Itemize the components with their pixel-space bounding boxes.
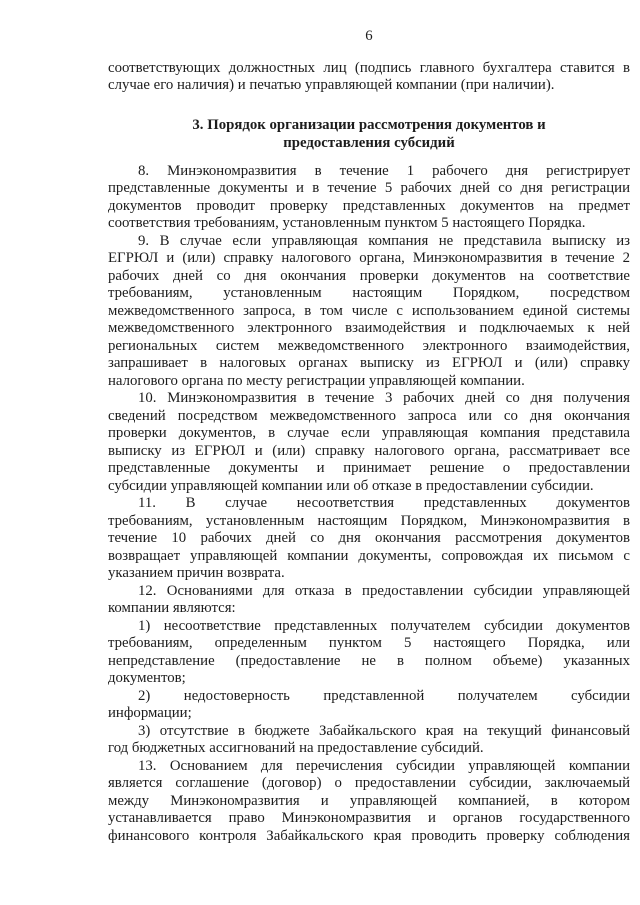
page-number: 6 — [365, 28, 373, 44]
text-line: указанием причин возврата. — [108, 565, 285, 581]
text-line: 13. Основанием для перечисления субсидии управляющей компании — [138, 757, 630, 774]
text-line: случае его наличия) и печатью управляющей компании (при наличии). — [108, 77, 555, 93]
text-line: 9. В случае если управляющая компания не представила выписку из — [138, 232, 630, 249]
text-line: требованиям, установленным настоящим Порядком, посредством — [108, 285, 630, 301]
paragraph — [108, 495, 630, 583]
text-line: устанавливается право Минэкономразвития и органов государственного — [108, 810, 630, 826]
text-line: ЕГРЮЛ и (или) справку налогового органа, Минэкономразвития в течение 2 — [108, 250, 630, 266]
text-line: возвращает управляющей компании документы, сопровождая их письмом с — [108, 547, 630, 564]
text-line: сведений посредством межведомственного запроса или со дня окончания — [108, 407, 630, 424]
text-line: субсидии управляющей компании или об отказе в предоставлении субсидии. — [108, 477, 594, 494]
paragraph — [108, 583, 630, 618]
paragraph — [108, 163, 630, 233]
text-line: 11. В случае несоответствия представленных документов — [138, 495, 630, 511]
text-line: 8. Минэкономразвития в течение 1 рабочего дня регистрирует — [138, 162, 630, 179]
text-line: 3. Порядок организации рассмотрения документов и — [192, 116, 546, 133]
text-line: информации; — [108, 705, 192, 721]
text-line: соответствия требованиям, установленным пунктом 5 настоящего Порядка. — [108, 215, 586, 231]
paragraph — [108, 618, 630, 688]
text-line: требованиям, установленным настоящим Порядком, Минэкономразвития в — [108, 512, 630, 529]
text-line: является соглашение (договор) о предоставлении субсидии, заключаемый — [108, 775, 630, 791]
text-line: документов проводит проверку представленных документов на предмет — [108, 197, 630, 214]
text-line: компании являются: — [108, 600, 236, 616]
text-line: межведомственного электронного взаимодействия и подключаемых к ней — [108, 320, 630, 336]
paragraph — [108, 758, 630, 846]
paragraph — [108, 390, 630, 495]
section-heading — [108, 116, 630, 153]
text-line: выписку из ЕГРЮЛ и (или) справку налогового органа, рассматривает все — [108, 442, 630, 459]
text-line: финансового контроля Забайкальского края проводить проверку соблюдения — [108, 827, 630, 844]
text-line: год бюджетных ассигнований на предоставление субсидий. — [108, 740, 484, 756]
text-line: 1) несоответствие представленных получателем субсидии документов — [138, 617, 630, 634]
paragraph — [108, 233, 630, 391]
paragraph — [108, 688, 630, 723]
text-line: требованиям, определенным пунктом 5 настоящего Порядка, или — [108, 635, 630, 651]
paragraph — [108, 60, 630, 95]
text-line: проверки документов, в случае если управляющая компания представила — [108, 425, 630, 441]
text-line: региональных систем межведомственного электронного взаимодействия, — [108, 337, 630, 354]
text-line: соответствующих должностных лиц (подпись главного бухгалтера ставится в — [108, 59, 630, 76]
text-line: представленные документы и в течение 5 рабочих дней со дня регистрации — [108, 180, 630, 196]
document-content — [108, 60, 630, 846]
text-line: 2) недостоверность представленной получателем субсидии — [138, 687, 630, 704]
text-line: 10. Минэкономразвития в течение 3 рабочих дней со дня получения — [138, 390, 630, 406]
text-line: документов; — [108, 670, 186, 686]
text-line: между Минэкономразвития и управляющей компанией, в котором — [108, 792, 630, 809]
text-line: предоставления субсидий — [283, 135, 455, 151]
text-line: запрашивает в налоговых органах выписку из ЕГРЮЛ и (или) справку — [108, 355, 630, 371]
text-line: рабочих дней со дня окончания проверки документов на соответствие — [108, 267, 630, 284]
text-line: налогового органа по месту регистрации управляющей компании. — [108, 372, 525, 389]
paragraph — [108, 723, 630, 758]
text-line: межведомственного запроса, в том числе с использованием единой системы — [108, 302, 630, 319]
text-line: представленные документы и принимает решение о предоставлении — [108, 460, 630, 476]
text-line: 12. Основаниями для отказа в предоставлении субсидии управляющей — [138, 582, 630, 599]
text-line: непредставление (предоставление не в полном объеме) указанных — [108, 652, 630, 669]
text-line: 3) отсутствие в бюджете Забайкальского края на текущий финансовый — [138, 722, 630, 739]
text-line: течение 10 рабочих дней со дня окончания рассмотрения документов — [108, 530, 630, 546]
